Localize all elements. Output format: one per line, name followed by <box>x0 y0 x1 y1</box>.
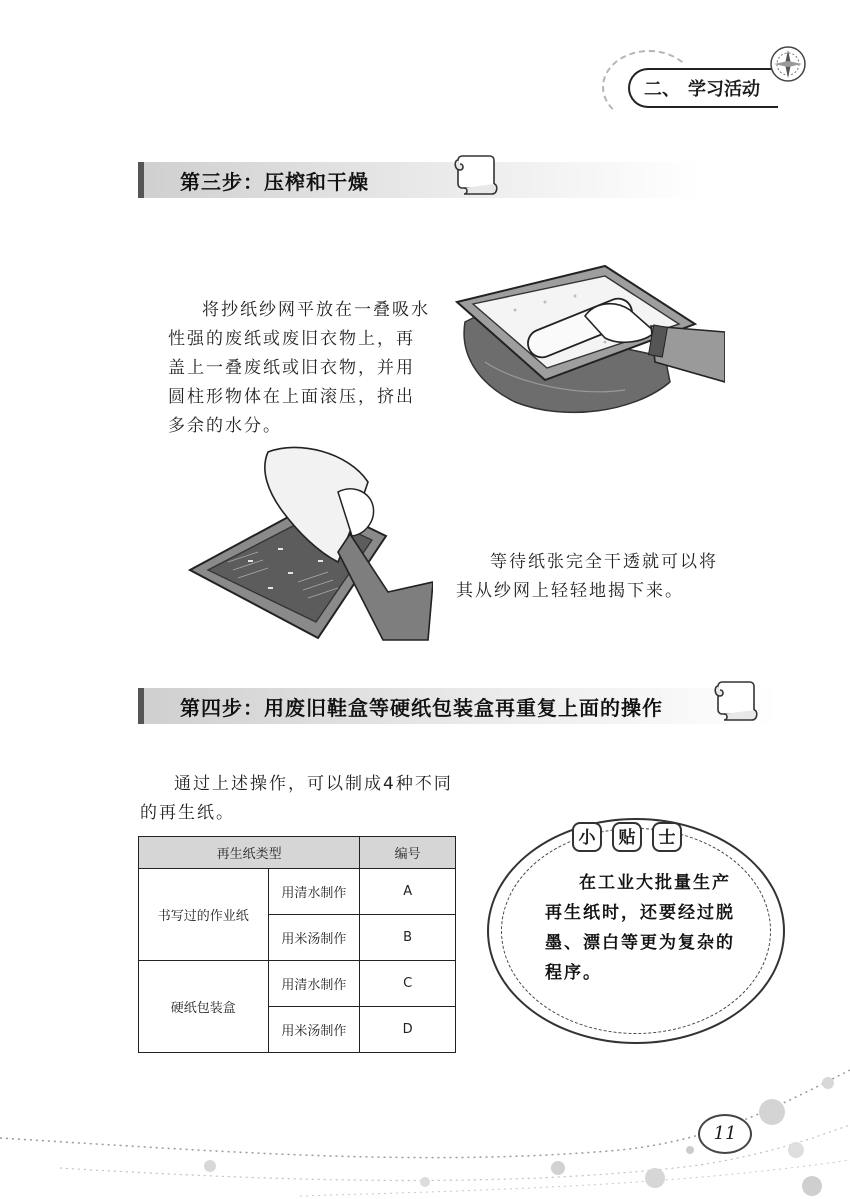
step4-paragraph: 通过上述操作，可以制成4种不同的再生纸。 <box>140 774 453 823</box>
peeling-illustration <box>188 442 433 642</box>
table-method: 用清水制作 <box>268 961 360 1007</box>
table-header-code: 编号 <box>360 837 456 869</box>
chapter-title: 学习活动 <box>688 79 760 100</box>
step3-paragraph-1: 将抄纸纱网平放在一叠吸水性强的废纸或废旧衣物上，再盖上一叠废纸或旧衣物，并用圆柱形物体在上面滚压，挤出多余的水分。 <box>168 300 430 436</box>
pressing-illustration <box>455 262 725 422</box>
tip-text: 在工业大批量生产再生纸时，还要经过脱墨、漂白等更为复杂的程序。 <box>545 873 735 983</box>
table-group-name: 书写过的作业纸 <box>139 869 269 961</box>
paper-types-table <box>138 836 456 1053</box>
table-row <box>139 961 456 1007</box>
table-code: D <box>360 1007 456 1053</box>
chapter-number: 二、 <box>644 79 680 100</box>
table-code: B <box>360 915 456 961</box>
tip-title-char: 小 <box>572 822 602 852</box>
chapter-tab <box>628 68 778 108</box>
scroll-curl-icon <box>712 676 758 722</box>
step4-heading: 第四步：用废旧鞋盒等硬纸包装盒再重复上面的操作 <box>180 695 663 720</box>
step3-heading-bar <box>138 162 700 198</box>
step4-heading-bar <box>138 688 778 724</box>
table-row <box>139 869 456 915</box>
step3-heading: 第三步：压榨和干燥 <box>180 169 369 194</box>
table-code: A <box>360 869 456 915</box>
table-header-row <box>139 837 456 869</box>
table-method: 用清水制作 <box>268 869 360 915</box>
tip-title-char: 贴 <box>612 822 642 852</box>
table-code: C <box>360 961 456 1007</box>
table-method: 用米汤制作 <box>268 1007 360 1053</box>
table-header-type: 再生纸类型 <box>139 837 360 869</box>
compass-icon <box>768 44 808 84</box>
table-group-name: 硬纸包装盒 <box>139 961 269 1053</box>
tip-title-char: 士 <box>652 822 682 852</box>
table-method: 用米汤制作 <box>268 915 360 961</box>
scroll-curl-icon <box>452 150 498 196</box>
page-number: 11 <box>698 1114 752 1154</box>
step3-paragraph-2: 等待纸张完全干透就可以将其从纱网上轻轻地揭下来。 <box>456 552 718 601</box>
